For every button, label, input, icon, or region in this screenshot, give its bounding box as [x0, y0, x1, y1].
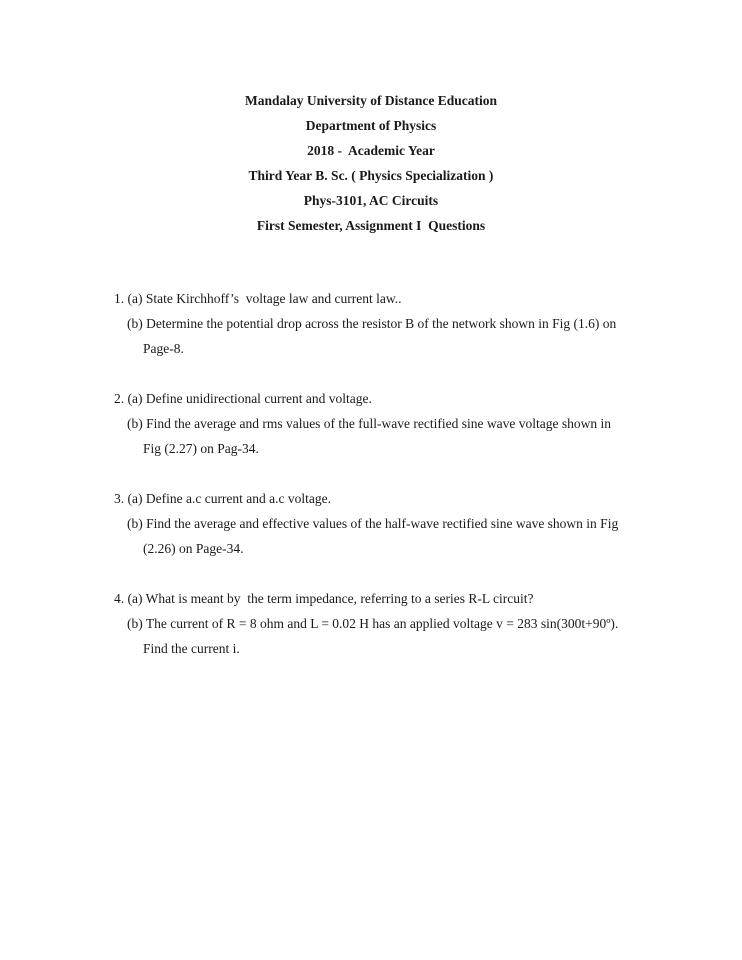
course-code-title: Phys-3101, AC Circuits	[303, 193, 439, 208]
question-3	[114, 486, 634, 561]
question-1	[114, 286, 634, 361]
document-header	[0, 88, 742, 238]
university-name: Mandalay University of Distance Education	[244, 93, 497, 108]
question-3-part-b-continued: (2.26) on Page-34.	[143, 541, 244, 556]
assignment-title: First Semester, Assignment I Questions	[256, 218, 486, 233]
course-level: Third Year B. Sc. ( Physics Specialization )	[248, 168, 494, 183]
question-1-part-b: (b) Determine the potential drop across the resistor B of the network shown in Fig (1.6) on	[127, 316, 617, 331]
question-2	[114, 386, 634, 461]
question-4-part-a: 4. (a) What is meant by the term impedance, referring to a series R-L circuit?	[114, 591, 534, 606]
academic-year: 2018 - Academic Year	[307, 143, 435, 158]
question-4-part-b: (b) The current of R = 8 ohm and L = 0.02 H has an applied voltage v = 283 sin(300t+90º).	[127, 616, 619, 631]
question-1-part-b-continued: Page-8.	[143, 341, 184, 356]
question-3-part-b: (b) Find the average and effective values of the half-wave rectified sine wave shown in Fig	[127, 516, 619, 531]
question-list	[114, 286, 634, 686]
question-2-part-a: 2. (a) Define unidirectional current and voltage.	[114, 391, 372, 406]
question-1-part-a: 1. (a) State Kirchhoff’s voltage law and current law..	[114, 291, 402, 306]
question-4-part-b-continued: Find the current i.	[143, 641, 240, 656]
question-4	[114, 586, 634, 661]
department-name: Department of Physics	[305, 118, 437, 133]
question-2-part-b: (b) Find the average and rms values of the full-wave rectified sine wave voltage shown in	[127, 416, 611, 431]
question-2-part-b-continued: Fig (2.27) on Pag-34.	[143, 441, 259, 456]
question-3-part-a: 3. (a) Define a.c current and a.c voltage.	[114, 491, 332, 506]
